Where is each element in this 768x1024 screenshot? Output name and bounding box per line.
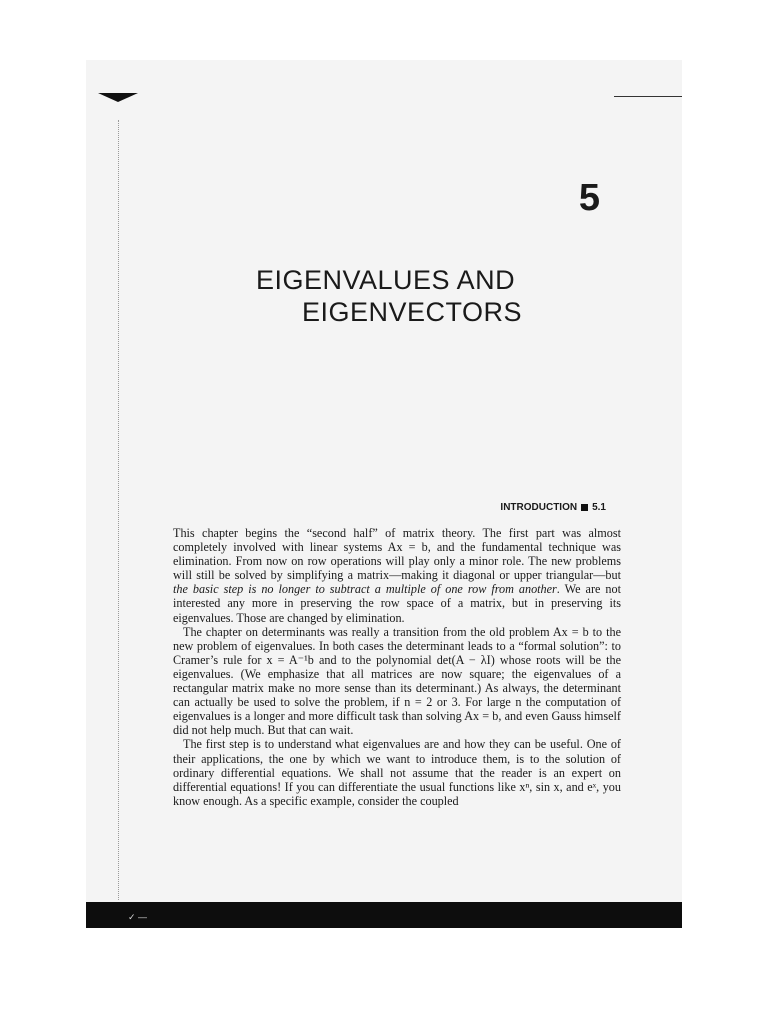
section-heading-label: INTRODUCTION (500, 502, 578, 513)
paragraph-3: The first step is to understand what eigenvalues are and how they can be useful. One of their applications, the one by which we want to introduce them, is to the solution of ordinary differential equations. We shall not assume that the reader is an expert on differential equations! If you can differentiate the usual functions like xⁿ, sin x, and eˣ, you know enough. As a specific example, consider the coupled (173, 737, 621, 808)
binding-margin-line (118, 120, 119, 900)
chapter-number: 5 (578, 177, 600, 219)
paragraph-1-text-b: . We are not interested any more in preserving the row space of a matrix, but in preserving its eigenvalues. Those are changed by elimination. (173, 582, 621, 625)
chapter-title-line-2: EIGENVECTORS (302, 297, 523, 327)
square-bullet-icon (581, 504, 588, 511)
header-rule (614, 96, 682, 97)
body-text (173, 526, 621, 808)
paragraph-1-emphasis: the basic step is no longer to subtract a multiple of one row from another (173, 582, 557, 597)
paragraph-1-text-a: This chapter begins the “second half” of matrix theory. The first part was almost completely involved with linear systems Ax = b, and the fundamental technique was elimination. From now on row operations will play only a minor role. The new problems will still be solved by simplifying a matrix—making it diagonal or upper triangular—but (173, 526, 621, 583)
paragraph-2: The chapter on determinants was really a transition from the old problem Ax = b to the new problem of eigenvalues. In both cases the determinant leads to a “formal solution”: to Cramer’s rule for x = A⁻¹b and to the polynomial det(A − λI) whose roots will be the eigenvalues. (We emphasize that all matrices are now square; the eigenvalues of a rectangular matrix make no more sense than its determinant.) As always, the determinant can actually be used to solve the problem, if n = 2 or 3. For large n the computation of eigenvalues is a longer and more difficult task than solving Ax = b, and even Gauss himself did not help much. But that can wait. (173, 624, 621, 738)
chapter-title-line-1: EIGENVALUES AND (256, 265, 516, 295)
corner-arrow-icon (98, 93, 138, 102)
paragraph-1 (173, 526, 621, 625)
section-heading (500, 502, 606, 513)
footer-mark: ✓ ― (128, 912, 148, 922)
scan-bottom-bar (86, 902, 682, 928)
section-number: 5.1 (592, 502, 606, 513)
